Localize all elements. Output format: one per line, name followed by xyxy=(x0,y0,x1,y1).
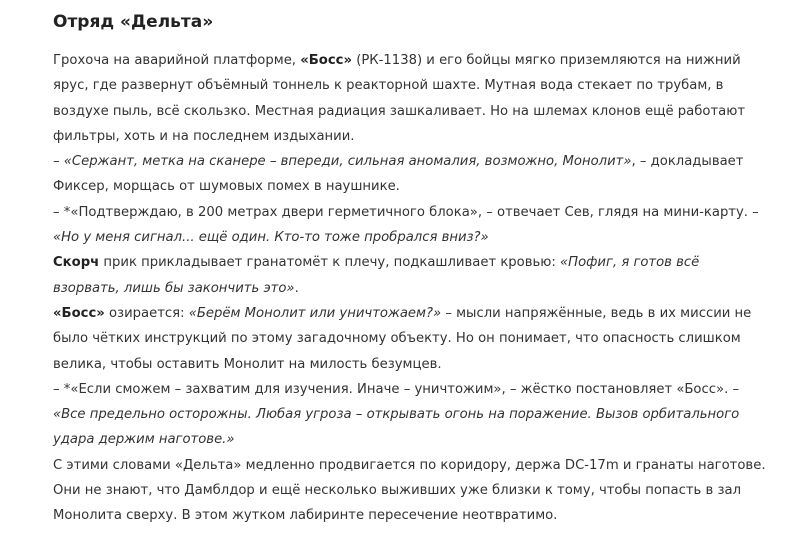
paragraph-boss-orders xyxy=(53,377,767,453)
paragraph-sev-reply xyxy=(53,200,767,251)
scorch-narration: прик прикладывает гранатомёт к плечу, подкашливает кровью: xyxy=(99,255,561,271)
boss-order-line: – *«Если сможем – захватим для изучения. Иначе – уничтожим», – жёстко постановляет «Босс». – xyxy=(53,381,740,397)
paragraph-intro xyxy=(53,48,767,149)
closing-text: С этими словами «Дельта» медленно продвигается по коридору, держа DC-17m и гранаты наготове. Они не знают, что Дамблдор и ещё несколько выживших уже близки к тому, чтобы попасть в зал Монолита сверху. В этом жутком лабиринте пересечение неотвратимо. xyxy=(53,457,766,524)
paragraph-boss-thinks xyxy=(53,301,767,377)
article-title: Отряд «Дельта» xyxy=(53,12,214,32)
fixer-narration: , – докладывает Фиксер, морщась от шумовых помех в наушнике. xyxy=(53,154,744,195)
paragraph-sergeant-report xyxy=(53,149,767,200)
boss-narration: озирается: xyxy=(104,305,189,321)
boss-thoughts: – мысли напряжённые, ведь в их миссии не было чётких инструкций по этому загадочному объекту. Но он понимает, что опасность слишком велика, чтобы оставить Монолит на милость безумцев. xyxy=(53,305,752,372)
intro-text-end: (РК-1138) и его бойцы мягко приземляются на нижний ярус, где развернут объёмный тоннель к реакторной шахте. Мутная вода стекает по трубам, в воздухе пыль, всё скользко. Местная радиация зашкаливает. Но на шлемах клонов ещё работают фильтры, хоть и на последнем издыхании. xyxy=(53,53,745,144)
boss-name-2: «Босс» xyxy=(53,305,105,321)
paragraph-scorch xyxy=(53,250,767,301)
intro-text-start: Грохоча на аварийной платформе, xyxy=(53,53,301,68)
sev-line: – *«Подтверждаю, в 200 метрах двери герметичного блока», – отвечает Сев, глядя на мини-карту. – xyxy=(53,204,759,220)
scorch-name: Скорч xyxy=(53,255,100,271)
sev-quote: «Но у меня сигнал... ещё один. Кто-то тоже пробрался вниз?» xyxy=(53,230,489,246)
scorch-end: . xyxy=(294,280,299,296)
scorch-quote: «Пофиг, я готов всё взорвать, лишь бы закончить это» xyxy=(53,255,700,296)
boss-quote: «Берём Монолит или уничтожаем?» xyxy=(188,305,442,321)
boss-name: «Босс» xyxy=(300,53,352,68)
dash: – xyxy=(53,154,64,170)
paragraph-closing xyxy=(53,453,767,529)
boss-order-quote: «Все предельно осторожны. Любая угроза – открывать огонь на поражение. Вызов орбитального удара держим наготове.» xyxy=(53,407,740,448)
fixer-quote: «Сержант, метка на сканере – впереди, сильная аномалия, возможно, Монолит» xyxy=(63,154,632,170)
